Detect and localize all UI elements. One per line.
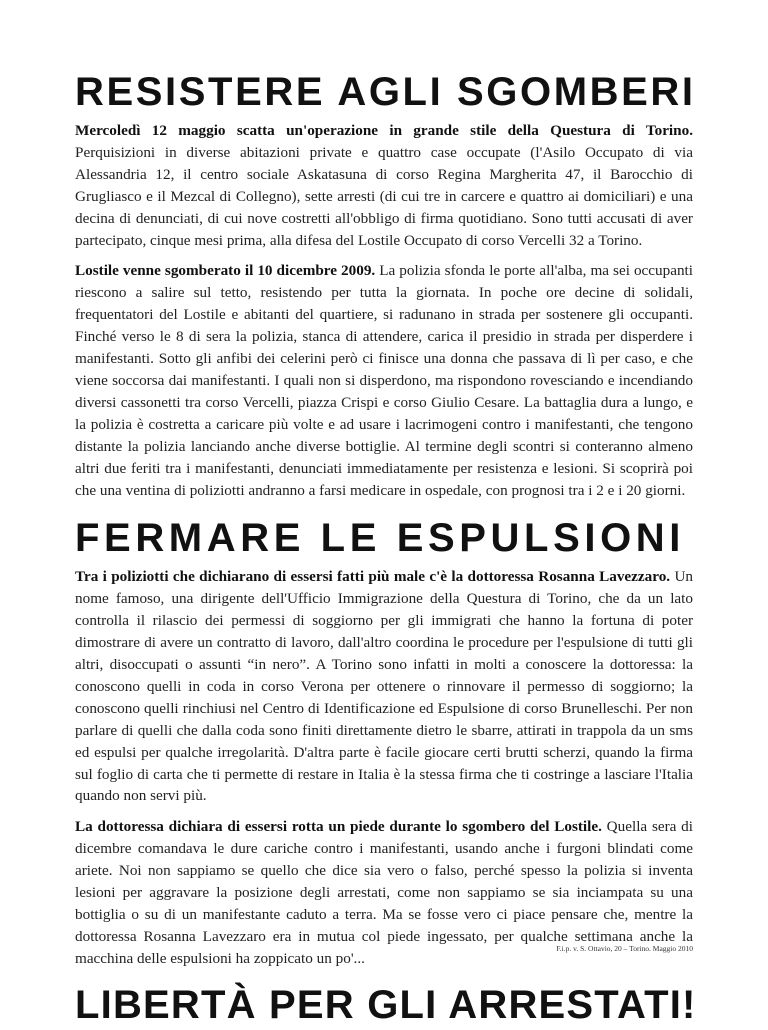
paragraph-1	[75, 120, 693, 251]
heading-fermare: FERMARE LE ESPULSIONI	[75, 516, 685, 561]
document-page	[75, 64, 697, 1030]
paragraph-3	[75, 566, 693, 807]
paragraph-2-text: La polizia sfonda le porte all'alba, ma sei occupanti riescono a salire sul tetto, resistendo per tutta la giornata. In poche ore decine di solidali, frequentatori del Lostile e abitanti del quartiere, si radunano in strada per sostenere gli occupanti. Finché verso le 8 di sera la polizia, stanca di attendere, carica il presidio in strada per disperdere i manifestanti. Sotto gli anfibi dei celerini però ci finisce una donna che passava di lì per caso, e che viene soccorsa dai manifestanti. I quali non si disperdono, ma rispondono rovesciando e incendiando diversi cassonetti tra corso Vercelli, piazza Crispi e corso Giulio Cesare. La battaglia dura a lungo, e la polizia è costretta a caricare più volte e ad usare i lacrimogeni contro i manifestanti, che tengono distante la polizia lanciando anche diverse bottiglie. Al termine degli scontri si conteranno almeno altri due feriti tra i manifestanti, denunciati immediatamente per resistenza e lesioni. Si scoprirà poi che una ventina di poliziotti andranno a farsi medicare in ospedale, con prognosi tra i 2 e i 20 giorni.	[75, 262, 693, 499]
paragraph-3-lead: Tra i poliziotti che dichiarano di essersi fatti più male c'è la dottoressa Rosanna Lavezzaro.	[75, 568, 671, 586]
paragraph-3-text: Un nome famoso, una dirigente dell'Ufficio Immigrazione della Questura di Torino, che da un lato controlla il rilascio dei permessi di soggiorno per gli immigrati che hanno la fortuna di poter dimostrare di avere un contratto di lavoro, dall'altro coordina le procedure per l'espulsione di tutti gli altri, disoccupati o assunti “in nero”. A Torino sono infatti in molti a conoscere la dottoressa: la conoscono quelli in coda in corso Verona per ottenere o rinnovare il permesso di soggiorno; la conoscono quelli rinchiusi nel Centro di Identificazione ed Espulsione di corso Brunelleschi. Per non parlare di quelli che dalla coda sono finiti direttamente dietro le sbarre, attirati in trappola da un sms ed espulsi per qualche irregolarità. D'altra parte è facile giocare certi brutti scherzi, quando la firma sul foglio di carta che ti permette di restare in Italia è la stessa firma che ti costringe a lasciare l'Italia quando non servi più.	[75, 568, 694, 805]
paragraph-4-text: Quella sera di dicembre comandava le dure cariche contro i manifestanti, usando anche i furgoni blindati come ariete. Noi non sappiamo se quello che dice sia vero o falso, perché spesso la polizia si inventa lesioni per aggravare la posizione degli arrestati, come non sappiamo se sia inciampata su una bottiglia o su di un manifestante caduto a terra. Ma se fosse vero ci piace pensare che, mentre la dottoressa Rosanna Lavezzaro era in mutua col piede ingessato, per qualche settimana anche la macchina delle espulsioni ha zoppicato un po'...	[75, 818, 693, 967]
footer-note: F.i.p. v. S. Ottavio, 20 – Torino. Maggio 2010	[556, 944, 693, 953]
heading-resistere: RESISTERE AGLI SGOMBERI	[75, 70, 696, 114]
paragraph-2-lead: Lostile venne sgomberato il 10 dicembre 2009.	[75, 262, 376, 280]
paragraph-1-lead: Mercoledì 12 maggio scatta un'operazione in grande stile della Questura di Torino.	[75, 122, 693, 139]
heading-liberta: LIBERTÀ PER GLI ARRESTATI!	[75, 982, 697, 1027]
paragraph-2	[75, 260, 693, 501]
paragraph-4-lead: La dottoressa dichiara di essersi rotta un piede durante lo sgombero del Lostile.	[75, 818, 602, 836]
paragraph-1-text: Perquisizioni in diverse abitazioni private e quattro case occupate (l'Asilo Occupato di via Alessandria 12, il centro sociale Askatasuna di corso Regina Margherita 47, il Barocchio di Grugliasco e il Mezcal di Collegno), sette arresti (di cui tre in carcere e quattro ai domiciliari) e una decina di denunciati, di cui nove costretti all'obbligo di firma quotidiano. Sono tutti accusati di aver partecipato, cinque mesi prima, alla difesa del Lostile Occupato di corso Vercelli 32 a Torino.	[75, 143, 693, 249]
